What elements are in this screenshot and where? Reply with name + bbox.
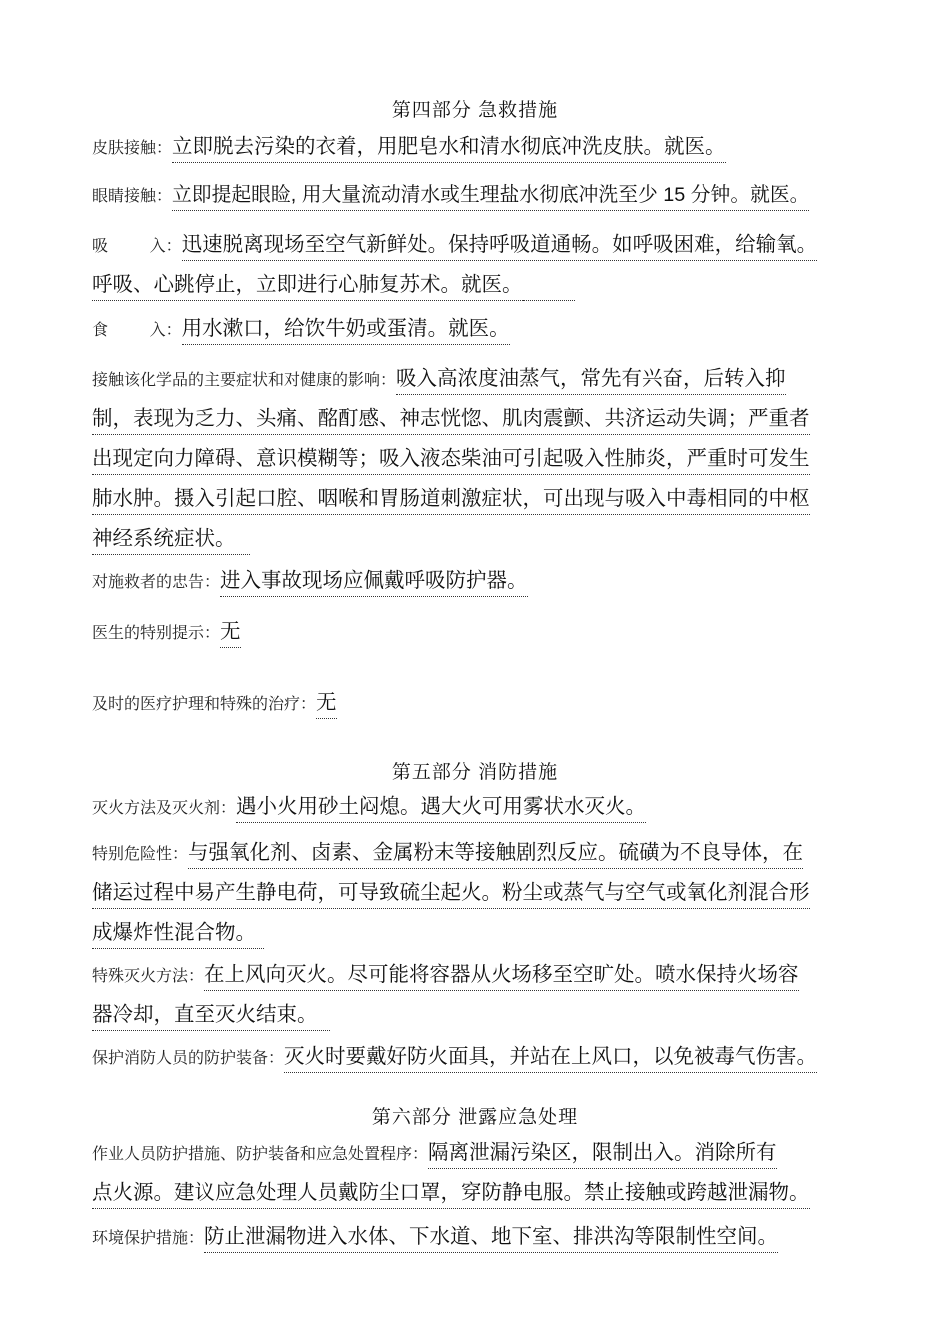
medical-care-text: 无 [316,688,337,719]
inhalation-underline-tail [523,300,575,301]
skin-contact-label: 皮肤接触： [92,140,173,157]
rescuer-advice-row [92,566,892,606]
symptoms-line5: 神经系统症状。 [92,524,250,555]
firefighter-gear-text: 灭火时要戴好防火面具，并站在上风口，以免被毒气伤害。 [284,1042,817,1073]
symptoms-line1: 吸入高浓度油蒸气，常先有兴奋，后转入抑 [396,364,786,395]
extinguish-method-label: 灭火方法及灭火剂： [92,800,237,817]
inhalation-text-line2: 呼吸、心跳停止，立即进行心肺复苏术。就医。 [92,270,523,301]
section5-title: 第五部分 消防措施 [391,762,559,783]
skin-contact-row [92,132,892,172]
section4-title: 第四部分 急救措施 [391,100,559,121]
skin-contact-text: 立即脱去污染的衣着，用肥皂水和清水彻底冲洗皮肤。就医。 [172,132,726,163]
environment-protection-row [92,1222,892,1262]
medical-care-row [92,688,892,728]
medical-care-label: 及时的医疗护理和特殊的治疗： [92,696,317,713]
doctor-note-label: 医生的特别提示： [92,625,221,642]
ingestion-row [92,314,892,354]
firefighter-gear-row [92,1042,892,1082]
extinguish-method-text: 遇小火用砂土闷熄。遇大火可用雾状水灭火。 [236,792,646,823]
ingestion-text: 用水漱口，给饮牛奶或蛋清。就医。 [182,314,510,345]
extinguish-method-row [92,792,892,832]
environment-protection-label: 环境保护措施： [92,1230,205,1247]
eye-contact-text: 立即提起眼睑, 用大量流动清水或生理盐水彻底冲洗至少 15 分钟。就医。 [172,180,809,211]
doctor-note-row [92,617,892,657]
eye-contact-label: 眼睛接触： [92,188,173,205]
rescuer-advice-text: 进入事故现场应佩戴呼吸防护器。 [220,566,528,597]
eye-contact-row [92,180,892,220]
personnel-protection-block [92,1138,892,1218]
section6-title: 第六部分 泄露应急处理 [371,1107,579,1128]
environment-protection-text: 防止泄漏物进入水体、下水道、地下室、排洪沟等限制性空间。 [204,1222,778,1253]
personnel-protection-line2: 点火源。建议应急处理人员戴防尘口罩，穿防静电服。禁止接触或跨越泄漏物。 [92,1178,810,1209]
ingestion-label: 食入： [92,322,182,339]
inhalation-text-line1: 迅速脱离现场至空气新鲜处。保持呼吸道通畅。如呼吸困难，给输氧。 [182,230,818,261]
firefighter-gear-label: 保护消防人员的防护装备： [92,1050,285,1067]
special-hazard-line3: 成爆炸性混合物。 [92,918,264,949]
special-method-line1: 在上风向灭火。尽可能将容器从火场移至空旷处。喷水保持火场容 [204,960,799,991]
special-hazard-line1: 与强氧化剂、卤素、金属粉末等接触剧烈反应。硫磺为不良导体，在 [188,838,803,869]
special-method-line2: 器冷却，直至灭火结束。 [92,1000,330,1031]
symptoms-block [92,364,892,564]
special-hazard-block [92,838,892,958]
symptoms-line4: 肺水肿。摄入引起口腔、咽喉和胃肠道刺激症状，可出现与吸入中毒相同的中枢 [92,484,810,515]
symptoms-label: 接触该化学品的主要症状和对健康的影响： [92,372,397,389]
symptoms-line3: 出现定向力障碍、意识模糊等；吸入液态柴油可引起吸入性肺炎，严重时可发生 [92,444,810,475]
inhalation-row [92,230,892,306]
inhalation-label: 吸入： [92,238,182,255]
personnel-protection-label: 作业人员防护措施、防护装备和应急处置程序： [92,1146,429,1163]
rescuer-advice-label: 对施救者的忠告： [92,574,221,591]
personnel-protection-line1: 隔离泄漏污染区，限制出入。消除所有 [428,1138,777,1169]
special-hazard-line2: 储运过程中易产生静电荷，可导致硫尘起火。粉尘或蒸气与空气或氧化剂混合形 [92,878,810,909]
special-method-label: 特殊灭火方法： [92,968,205,985]
symptoms-line2: 制，表现为乏力、头痛、酩酊感、神志恍惚、肌肉震颤、共济运动失调；严重者 [92,404,810,435]
special-hazard-label: 特别危险性： [92,846,189,863]
special-method-block [92,960,892,1040]
doctor-note-text: 无 [220,617,241,648]
